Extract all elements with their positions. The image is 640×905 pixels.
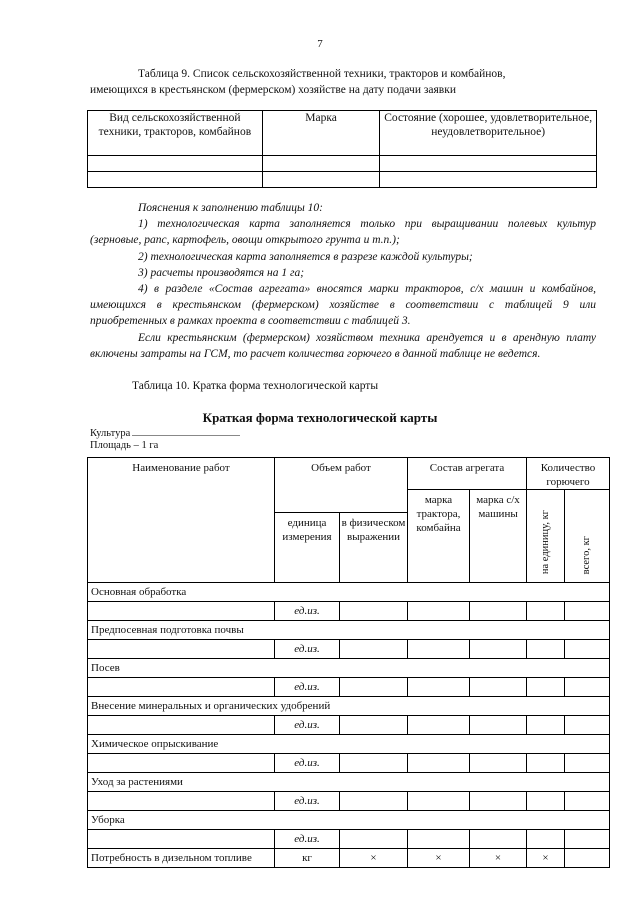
cell[interactable] bbox=[470, 640, 527, 659]
cross-mark: × bbox=[470, 849, 527, 868]
table10-title: Краткая форма технологической карты bbox=[202, 410, 438, 425]
table-row bbox=[88, 792, 610, 811]
note-3: 3) расчеты производятся на 1 га; bbox=[138, 266, 305, 279]
cell[interactable] bbox=[565, 678, 610, 697]
cell[interactable] bbox=[88, 830, 275, 849]
cell[interactable] bbox=[340, 678, 408, 697]
header-fuel: Количество горючего bbox=[527, 458, 610, 490]
cell[interactable] bbox=[565, 792, 610, 811]
cell[interactable] bbox=[470, 754, 527, 773]
section-label: Посев bbox=[88, 659, 610, 678]
header-aggregate: Состав агрегата bbox=[408, 458, 527, 490]
section-label: Химическое опрыскивание bbox=[88, 735, 610, 754]
cell[interactable] bbox=[470, 678, 527, 697]
table9-cell[interactable] bbox=[262, 156, 380, 172]
section-label: Уборка bbox=[88, 811, 610, 830]
cell[interactable] bbox=[470, 602, 527, 621]
note-1: 1) технологическая карта заполняется только при выращивании полевых культур (зерновые, рапс, картофель, овощи открытого грунта и т.п.); bbox=[90, 218, 596, 247]
cell[interactable] bbox=[527, 602, 565, 621]
section-label: Уход за растениями bbox=[88, 773, 610, 792]
note-2: 2) технологическая карта заполняется в разрезе каждой культуры; bbox=[138, 250, 473, 263]
cell[interactable] bbox=[88, 640, 275, 659]
table-row bbox=[88, 172, 597, 188]
crop-info bbox=[90, 425, 240, 452]
total-label: Потребность в дизельном топливе bbox=[88, 849, 275, 868]
cell[interactable] bbox=[408, 830, 470, 849]
header-tractor-brand: марка трактора, комбайна bbox=[408, 490, 470, 583]
header-physical: в физическом выражении bbox=[340, 513, 408, 583]
cell[interactable] bbox=[527, 830, 565, 849]
table9-cell[interactable] bbox=[380, 156, 597, 172]
table9-cell[interactable] bbox=[262, 172, 380, 188]
notes-title: Пояснения к заполнению таблицы 10: bbox=[138, 202, 324, 214]
section-row bbox=[88, 583, 610, 602]
header-unit: единица измерения bbox=[275, 513, 340, 583]
crop-field[interactable] bbox=[90, 425, 240, 440]
cell[interactable] bbox=[527, 640, 565, 659]
cross-mark: × bbox=[527, 849, 565, 868]
cell[interactable] bbox=[527, 754, 565, 773]
section-label: Предпосевная подготовка почвы bbox=[88, 621, 610, 640]
total-row bbox=[88, 849, 610, 868]
table9-header-condition: Состояние (хорошее, удовлетворительное, неудовлетворительное) bbox=[380, 111, 597, 156]
cell[interactable] bbox=[340, 716, 408, 735]
section-row bbox=[88, 735, 610, 754]
cell[interactable] bbox=[408, 602, 470, 621]
unit-cell: ед.из. bbox=[275, 754, 340, 773]
table-row bbox=[88, 156, 597, 172]
cross-mark: × bbox=[340, 849, 408, 868]
cell[interactable] bbox=[88, 602, 275, 621]
table9-caption bbox=[90, 66, 596, 98]
cell[interactable] bbox=[527, 716, 565, 735]
header-volume: Объем работ bbox=[275, 458, 408, 513]
total-unit: кг bbox=[275, 849, 340, 868]
cell[interactable] bbox=[408, 754, 470, 773]
cell[interactable] bbox=[565, 716, 610, 735]
table10-caption: Таблица 10. Кратка форма технологической карты bbox=[132, 380, 379, 392]
cell[interactable] bbox=[565, 830, 610, 849]
table9-caption-line1: Таблица 9. Список сельскохозяйственной техники, тракторов и комбайнов, bbox=[138, 68, 506, 80]
table10 bbox=[87, 457, 610, 868]
cell[interactable] bbox=[408, 678, 470, 697]
cell[interactable] bbox=[88, 678, 275, 697]
table9-header-brand: Марка bbox=[262, 111, 380, 156]
section-row bbox=[88, 659, 610, 678]
page-number: 7 bbox=[317, 38, 323, 50]
cell[interactable] bbox=[340, 792, 408, 811]
cell[interactable] bbox=[408, 716, 470, 735]
cell[interactable] bbox=[88, 792, 275, 811]
table9-cell[interactable] bbox=[88, 156, 263, 172]
cell[interactable] bbox=[408, 640, 470, 659]
cell[interactable] bbox=[340, 754, 408, 773]
table9-cell[interactable] bbox=[380, 172, 597, 188]
cell[interactable] bbox=[565, 849, 610, 868]
table9-cell[interactable] bbox=[88, 172, 263, 188]
area-label: Площадь – 1 га bbox=[90, 440, 159, 451]
cell[interactable] bbox=[340, 830, 408, 849]
crop-label: Культура bbox=[90, 428, 131, 439]
cell[interactable] bbox=[470, 716, 527, 735]
unit-cell: ед.из. bbox=[275, 792, 340, 811]
cell[interactable] bbox=[527, 792, 565, 811]
table9 bbox=[87, 110, 597, 188]
table9-caption-line2: имеющихся в крестьянском (фермерском) хозяйстве на дату подачи заявки bbox=[90, 84, 456, 96]
section-label: Внесение минеральных и органических удобрений bbox=[88, 697, 610, 716]
notes-block bbox=[90, 200, 596, 362]
cell[interactable] bbox=[527, 678, 565, 697]
table9-header-type: Вид сельскохозяйственной техники, тракторов, комбайнов bbox=[88, 111, 263, 156]
unit-cell: ед.из. bbox=[275, 602, 340, 621]
table-row bbox=[88, 754, 610, 773]
cell[interactable] bbox=[408, 792, 470, 811]
unit-cell: ед.из. bbox=[275, 716, 340, 735]
header-per-unit: на единицу, кг bbox=[527, 490, 565, 583]
cell[interactable] bbox=[565, 640, 610, 659]
unit-cell: ед.из. bbox=[275, 678, 340, 697]
table-row bbox=[88, 830, 610, 849]
unit-cell: ед.из. bbox=[275, 830, 340, 849]
table-row bbox=[88, 640, 610, 659]
cross-mark: × bbox=[408, 849, 470, 868]
section-row bbox=[88, 811, 610, 830]
cell[interactable] bbox=[88, 754, 275, 773]
unit-cell: ед.из. bbox=[275, 640, 340, 659]
section-row bbox=[88, 773, 610, 792]
crop-input-line[interactable] bbox=[132, 425, 240, 436]
cell[interactable] bbox=[340, 640, 408, 659]
note-5: Если крестьянским (фермерском) хозяйством техника арендуется и в арендную плату включены затраты на ГСМ, то расчет количества горючего в данной таблице не ведется. bbox=[90, 331, 596, 360]
table-row bbox=[88, 678, 610, 697]
cell[interactable] bbox=[565, 602, 610, 621]
cell[interactable] bbox=[470, 792, 527, 811]
cell[interactable] bbox=[470, 830, 527, 849]
header-total: всего, кг bbox=[565, 490, 610, 583]
section-label: Основная обработка bbox=[88, 583, 610, 602]
header-work-name: Наименование работ bbox=[88, 458, 275, 583]
cell[interactable] bbox=[88, 716, 275, 735]
cell[interactable] bbox=[340, 602, 408, 621]
cell[interactable] bbox=[565, 754, 610, 773]
section-row bbox=[88, 697, 610, 716]
section-row bbox=[88, 621, 610, 640]
table-row bbox=[88, 716, 610, 735]
note-4: 4) в разделе «Состав агрегата» вносятся марки тракторов, с/х машин и комбайнов, имеющихся в крестьянском (фермерском) хозяйстве в соответствии с таблицей 9 или приобретенных в рамках проекта в соответствии с таблицей 3. bbox=[90, 283, 596, 328]
table-row bbox=[88, 602, 610, 621]
header-machine-brand: марка с/х машины bbox=[470, 490, 527, 583]
